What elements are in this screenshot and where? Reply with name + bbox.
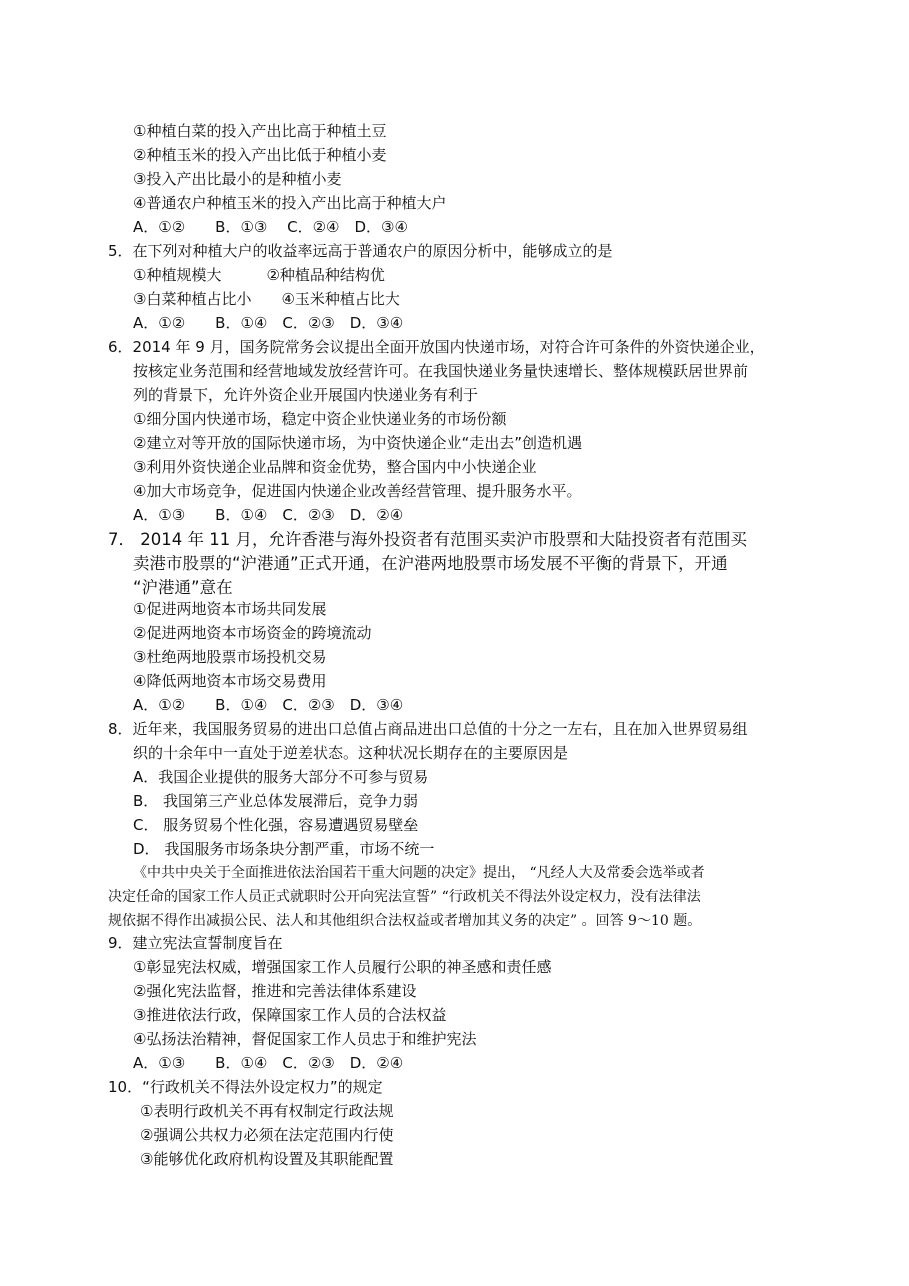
q6-stem-line-2: 按核定业务范围和经营地域发放经营许可。在我国快递业务量快速增长、整体规模跃居世界前 [133,362,749,380]
q6-stem-line-3: 列的背景下，允许外资企业开展国内快递业务有利于 [133,386,479,404]
q7-stem-line-3: “沪港通”意在 [133,578,233,597]
q8-option-a: A．我国企业提供的服务大部分不可参与贸易 [133,768,429,786]
q7-stem-line-1: 7． 2014 年 11 月，允许香港与海外投资者有范围买卖沪市股票和大陆投资者有范围买 [108,530,747,549]
q6-option-1: ①细分国内快递市场，稳定中资企业快递业务的市场份额 [133,410,507,428]
q7-option-3: ③杜绝两地股票市场投机交易 [133,648,327,666]
q7-answer-choices: A．①② B．①④ C．②③ D．③④ [133,696,404,714]
q10-option-3: ③能够优化政府机构设置及其职能配置 [140,1150,394,1168]
q9-answer-choices: A．①③ B．①④ C．②③ D．②④ [133,1054,404,1072]
q4-option-2: ②种植玉米的投入产出比低于种植小麦 [133,146,387,164]
q8-option-b: B． 我国第三产业总体发展滞后，竞争力弱 [133,792,419,810]
passage-line-2: 决定任命的国家工作人员正式就职时公开向宪法宣誓” “行政机关不得法外设定权力，没有法律法 [108,889,701,905]
passage-line-1: 《中共中央关于全面推进依法治国若干重大问题的决定》提出， “凡经人大及常委会选举或者 [133,865,705,881]
q6-option-2: ②建立对等开放的国际快递市场，为中资快递企业“走出去”创造机遇 [133,434,582,452]
q9-option-3: ③推进依法行政，保障国家工作人员的合法权益 [133,1006,447,1024]
q5-answer-choices: A．①② B．①④ C．②③ D．③④ [133,314,404,332]
q7-option-2: ②促进两地资本市场资金的跨境流动 [133,624,372,642]
q8-option-c: C． 服务贸易个性化强，容易遭遇贸易壁垒 [133,816,419,834]
q7-option-1: ①促进两地资本市场共同发展 [133,600,327,618]
q9-option-2: ②强化宪法监督，推进和完善法律体系建设 [133,982,417,1000]
q9-option-1: ①彰显宪法权威，增强国家工作人员履行公职的神圣感和责任感 [133,958,552,976]
passage-line-3: 规依据不得作出减损公民、法人和其他组织合法权益或者增加其义务的决定” 。回答 9～10 题。 [108,913,702,929]
q6-stem-line-1: 6．2014 年 9 月，国务院常务会议提出全面开放国内快递市场，对符合许可条件的外资快递企业， [108,338,765,356]
q7-option-4: ④降低两地资本市场交易费用 [133,672,327,690]
q9-stem: 9．建立宪法宣誓制度旨在 [108,934,283,952]
q4-option-1: ①种植白菜的投入产出比高于种植土豆 [133,122,387,140]
q5-stem: 5．在下列对种植大户的收益率远高于普通农户的原因分析中，能够成立的是 [108,242,613,260]
q6-option-3: ③利用外资快递企业品牌和资金优势，整合国内中小快递企业 [133,458,537,476]
q10-option-1: ①表明行政机关不再有权制定行政法规 [140,1102,394,1120]
q4-option-3: ③投入产出比最小的是种植小麦 [133,170,342,188]
q4-option-4: ④普通农户种植玉米的投入产出比高于种植大户 [133,194,447,212]
q4-answer-choices: A．①② B．①③ C．②④ D．③④ [133,218,408,236]
q10-stem: 10．“行政机关不得法外设定权力”的规定 [108,1078,383,1096]
q7-stem-line-2: 卖港市股票的“沪港通”正式开通，在沪港两地股票市场发展不平衡的背景下，开通 [133,554,728,573]
q10-option-2: ②强调公共权力必须在法定范围内行使 [140,1126,394,1144]
q6-option-4: ④加大市场竞争，促进国内快递企业改善经营管理、提升服务水平。 [133,482,582,500]
q6-answer-choices: A．①③ B．①④ C．②③ D．②④ [133,506,404,524]
q5-options-row-2: ③白菜种植占比小 ④玉米种植占比大 [133,290,400,308]
q8-stem-line-2: 织的十余年中一直处于逆差状态。这种状况长期存在的主要原因是 [133,744,569,762]
q9-option-4: ④弘扬法治精神，督促国家工作人员忠于和维护宪法 [133,1030,477,1048]
q5-options-row-1: ①种植规模大 ②种植品种结构优 [133,266,385,284]
q8-stem-line-1: 8．近年来，我国服务贸易的进出口总值占商品进出口总值的十分之一左右，且在加入世界贸易组 [108,720,748,738]
q8-option-d: D． 我国服务市场条块分割严重，市场不统一 [133,840,435,858]
